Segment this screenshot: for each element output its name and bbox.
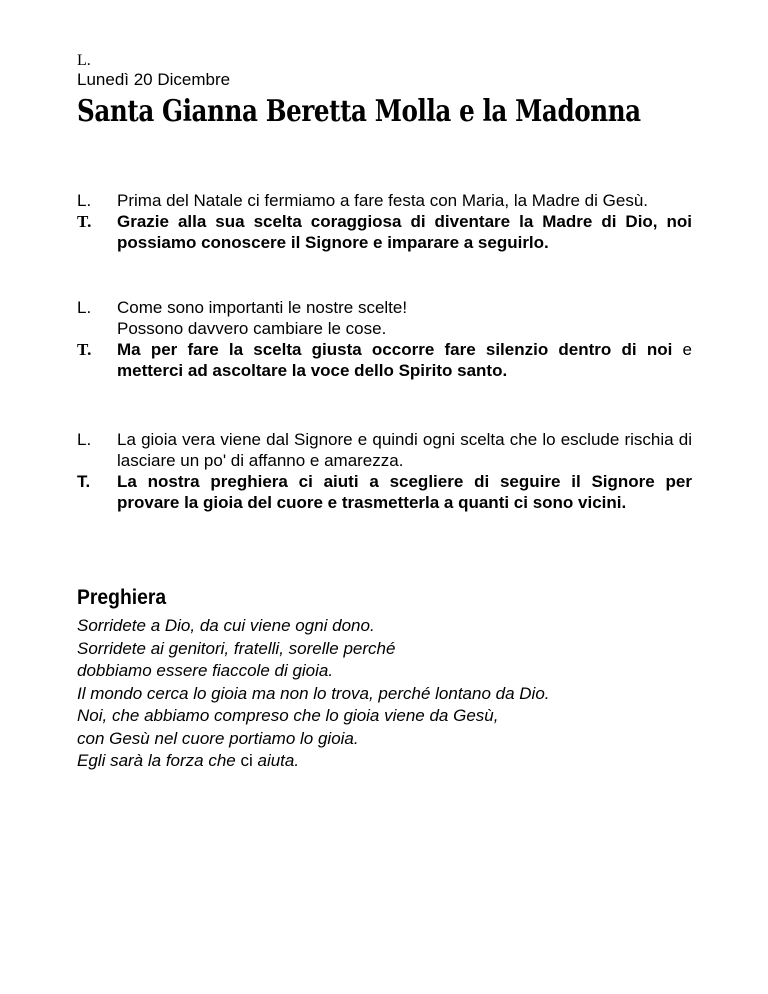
prayer-line: Sorridete a Dio, da cui viene ogni dono.: [77, 616, 375, 635]
leader-text: [117, 190, 692, 211]
prayer-line: dobbiamo essere fiaccole di gioia.: [77, 661, 334, 680]
prayer-line: con Gesù nel cuore portiamo lo gioia.: [77, 728, 359, 748]
all-text-part2: metterci ad ascoltare la voce dello Spirito santo.: [117, 361, 508, 380]
leader-text-line: Come sono importanti le nostre scelte!: [117, 298, 408, 317]
leader-label: L.: [77, 430, 92, 449]
all-label: T.: [77, 340, 92, 359]
exchange-1: [77, 190, 692, 253]
leader-text-line: La gioia vera viene dal Signore e quindi ogni scelta che lo esclude rischia di lasciare un po' di affanno e amarezza.: [117, 430, 692, 470]
prayer-text: [77, 615, 692, 773]
all-line: [77, 339, 692, 381]
all-line: [77, 211, 692, 253]
prayer-last-a: Egli sarà la forza che: [77, 751, 236, 770]
all-text-conj: e: [682, 340, 692, 359]
leader-text: [117, 297, 692, 339]
prayer-last-b: ci: [240, 751, 253, 770]
leader-line: [77, 190, 692, 211]
prayer-line-last: [77, 750, 692, 773]
prayer-line: Noi, che abbiamo compreso che lo gioia viene da Gesù,: [77, 706, 499, 725]
prayer-last-c: aiuta.: [257, 751, 300, 770]
leader-label: L.: [77, 298, 92, 317]
all-label: T.: [77, 472, 91, 491]
all-text: Grazie alla sua scelta coraggiosa di diventare la Madre di Dio, noi possiamo conoscere il Signore e imparare a seguirlo.: [117, 212, 692, 252]
leader-text-line: Possono davvero cambiare le cose.: [117, 319, 387, 338]
all-label: T.: [77, 212, 92, 231]
all-text: [117, 339, 692, 381]
leader-label: L.: [77, 191, 92, 210]
leader-text: [117, 429, 692, 471]
all-text-part1: Ma per fare la scelta giusta occorre fare silenzio dentro di noi: [117, 340, 673, 359]
leader-line: [77, 429, 692, 471]
prayer-heading: Preghiera: [77, 586, 167, 609]
document-page: [77, 52, 692, 773]
exchange-2: [77, 297, 692, 381]
prayer-line: Sorridete ai genitori, fratelli, sorelle perché: [77, 638, 396, 658]
exchange-3: [77, 429, 692, 513]
date-line: Lunedì 20 Dicembre: [77, 70, 231, 89]
all-line: [77, 471, 692, 513]
top-marker: L.: [77, 52, 91, 69]
leader-text-line: Prima del Natale ci fermiamo a fare festa con Maria, la Madre di Gesù.: [117, 191, 648, 210]
all-text: La nostra preghiera ci aiuti a scegliere di seguire il Signore per provare la gioia del cuore e trasmetterla a quanti ci sono vicini.: [117, 472, 692, 512]
leader-line: [77, 297, 692, 339]
page-title: Santa Gianna Beretta Molla e la Madonna: [77, 94, 641, 129]
prayer-line: Il mondo cerca lo gioia ma non lo trova, perché lontano da Dio.: [77, 683, 550, 703]
